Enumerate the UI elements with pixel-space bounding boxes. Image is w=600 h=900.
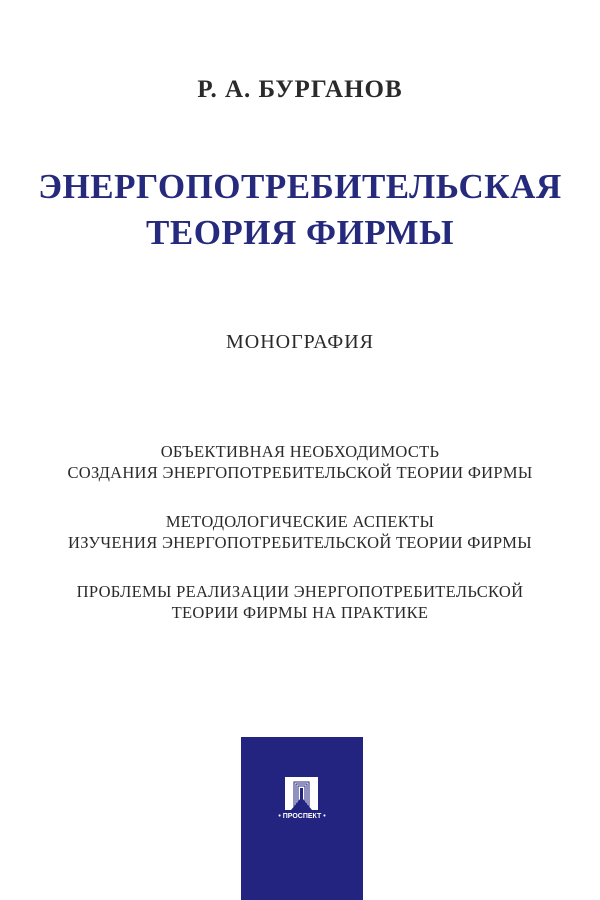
topic-2 — [0, 511, 600, 553]
title-line-1: ЭНЕРГОПОТРЕБИТЕЛЬСКАЯ — [38, 167, 562, 206]
topic-1 — [0, 441, 600, 483]
topic-line: ПРОБЛЕМЫ РЕАЛИЗАЦИИ ЭНЕРГОПОТРЕБИТЕЛЬСКОЙ — [76, 582, 524, 601]
book-subtitle: МОНОГРАФИЯ — [225, 331, 374, 353]
author-name: Р. А. БУРГАНОВ — [197, 76, 403, 103]
topic-3 — [0, 581, 600, 623]
topic-line: МЕТОДОЛОГИЧЕСКИЕ АСПЕКТЫ — [165, 512, 435, 531]
book-title — [0, 164, 600, 256]
topic-line: СОЗДАНИЯ ЭНЕРГОПОТРЕБИТЕЛЬСКОЙ ТЕОРИИ ФИРМЫ — [67, 463, 533, 482]
publisher-name: • ПРОСПЕКТ • — [278, 813, 326, 820]
topic-line: ОБЪЕКТИВНАЯ НЕОБХОДИМОСТЬ — [160, 442, 440, 461]
topic-line: ИЗУЧЕНИЯ ЭНЕРГОПОТРЕБИТЕЛЬСКОЙ ТЕОРИИ ФИРМЫ — [68, 533, 532, 552]
topic-line: ТЕОРИИ ФИРМЫ НА ПРАКТИКЕ — [171, 603, 429, 622]
publisher-block — [241, 737, 363, 900]
title-line-2: ТЕОРИЯ ФИРМЫ — [146, 213, 454, 252]
publisher-logo-icon — [285, 777, 318, 810]
